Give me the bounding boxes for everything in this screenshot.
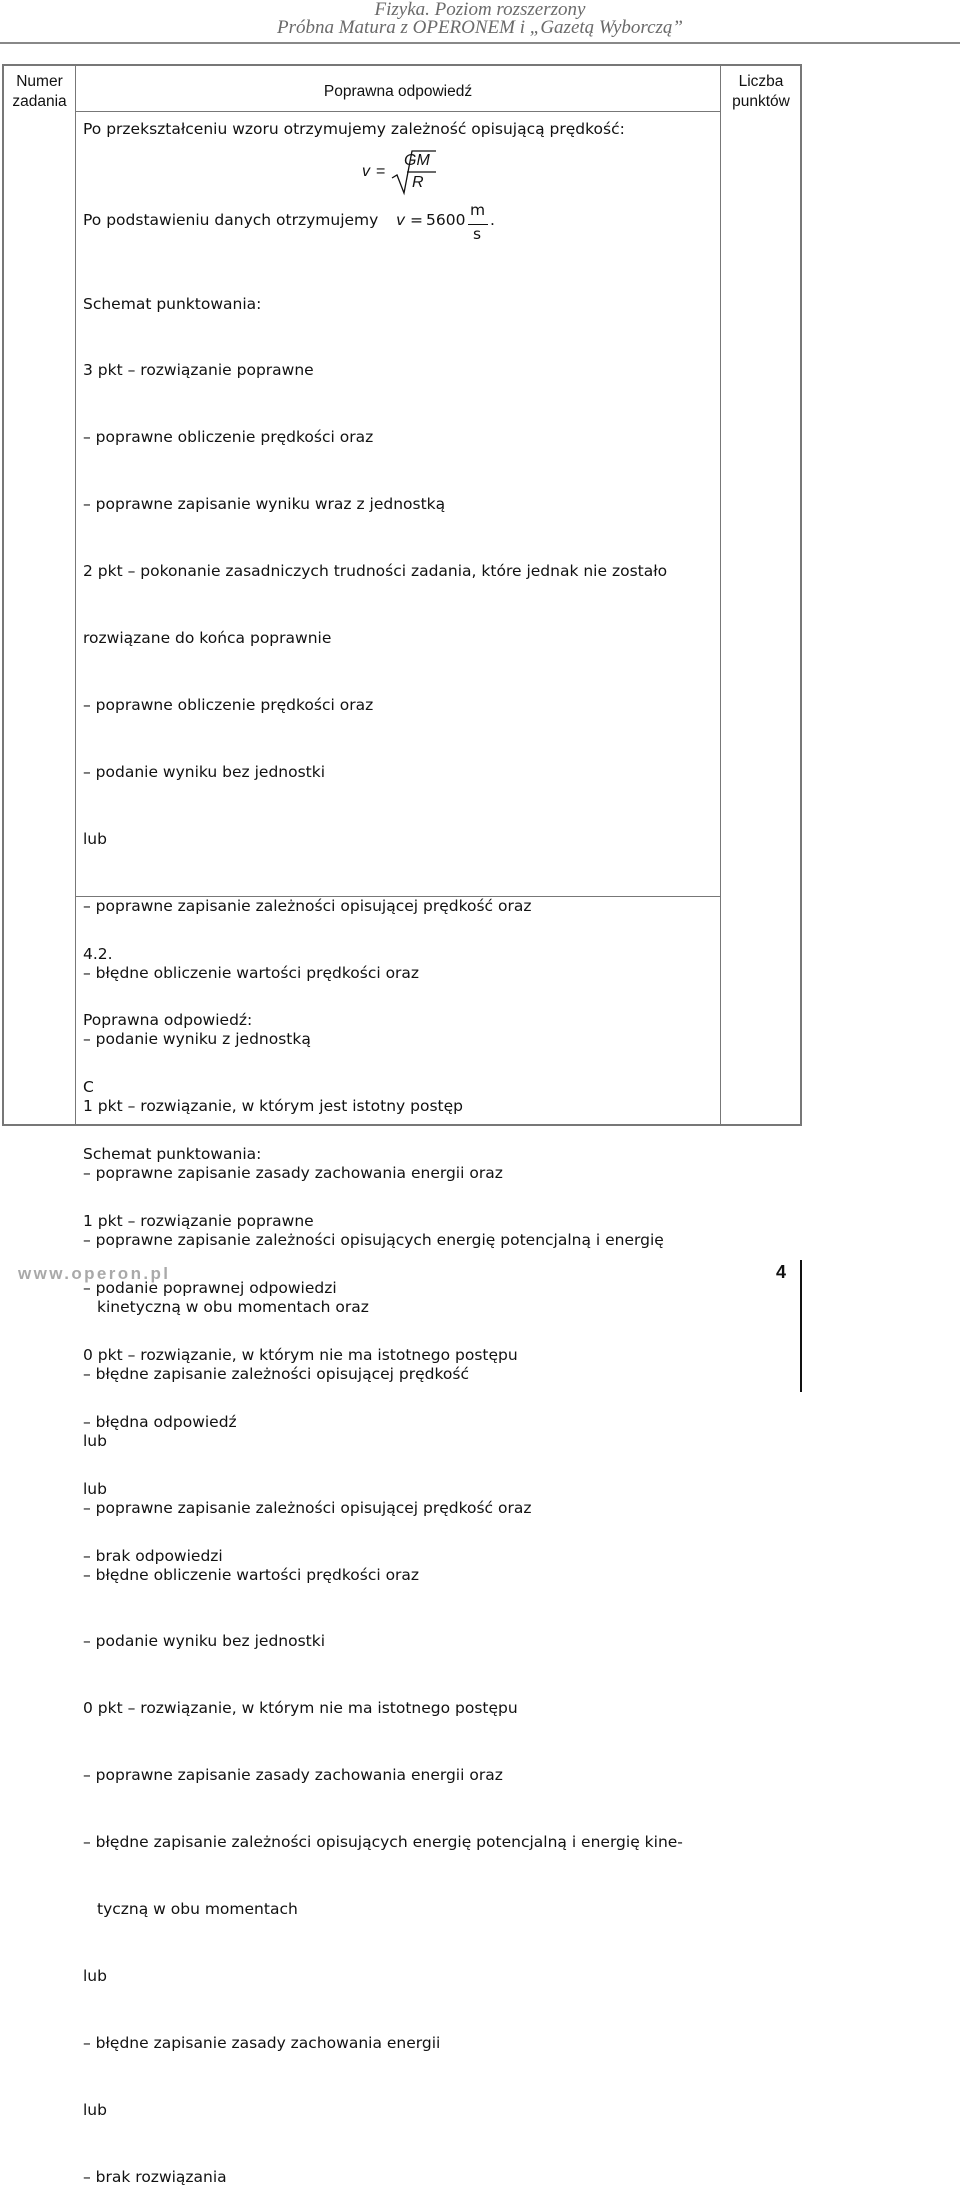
table-header-rule xyxy=(75,111,720,112)
scheme-line: – podanie wyniku bez jednostki xyxy=(83,762,326,781)
scheme-line: – poprawne obliczenie prędkości oraz xyxy=(83,428,374,447)
scheme-line: kinetyczną w obu momentach oraz xyxy=(97,1297,369,1316)
speed-unit-denominator: s xyxy=(473,225,482,243)
scheme-line: – błędna odpowiedź xyxy=(83,1412,237,1431)
formula-equals: = xyxy=(376,163,386,180)
speed-var: v xyxy=(396,211,406,229)
speed-result xyxy=(83,201,495,245)
scheme-line: lub xyxy=(83,2100,107,2119)
col-header-answer: Poprawna odpowiedź xyxy=(323,83,473,100)
page-rule xyxy=(800,1260,802,1392)
answer-value: C xyxy=(83,1078,94,1097)
scheme-line: 1 pkt – rozwiązanie, w którym jest istotny postęp xyxy=(83,1097,463,1116)
scheme-line: – podanie poprawnej odpowiedzi xyxy=(83,1279,337,1298)
formula-denominator: R xyxy=(412,174,424,191)
scheme-line: – brak rozwiązania xyxy=(83,2167,227,2186)
col-header-points: Liczba punktów xyxy=(732,73,790,110)
scheme-line: lub xyxy=(83,1966,107,1985)
speed-period: . xyxy=(490,211,495,229)
scheme-line: – poprawne obliczenie prędkości oraz xyxy=(83,695,374,714)
table-column-divider-2 xyxy=(720,64,721,1126)
header-rule xyxy=(0,42,960,44)
speed-equals: = xyxy=(410,211,423,229)
scheme-line: tyczną w obu momentach xyxy=(97,1899,298,1918)
scheme-line: 0 pkt – rozwiązanie, w którym nie ma istotnego postępu xyxy=(83,1699,518,1718)
scheme-line: – błędne obliczenie wartości prędkości oraz xyxy=(83,963,420,982)
table-column-divider-1 xyxy=(75,64,76,1126)
scheme-line: – błędne zapisanie zasady zachowania energii xyxy=(83,2033,441,2052)
scheme-line: 2 pkt – pokonanie zasadniczych trudności zadania, które jednak nie zostało xyxy=(83,562,668,581)
speed-text: Po podstawieniu danych otrzymujemy xyxy=(83,211,379,229)
scheme-line: – poprawne zapisanie zasady zachowania energii oraz xyxy=(83,1766,503,1785)
scheme-line: – brak odpowiedzi xyxy=(83,1546,223,1565)
scheme-line: – błędne zapisanie zależności opisującej prędkość xyxy=(83,1364,469,1383)
footer-url[interactable]: www.operon.pl xyxy=(18,1264,171,1283)
answer-label: Poprawna odpowiedź: xyxy=(83,1011,253,1030)
scheme-line: 1 pkt – rozwiązanie poprawne xyxy=(83,1212,314,1231)
scheme-line: lub xyxy=(83,1479,107,1498)
formula-numerator: GM xyxy=(404,152,430,169)
scheme-line: rozwiązane do końca poprawnie xyxy=(83,629,332,648)
scheme-line: – poprawne zapisanie zależności opisującej prędkość oraz xyxy=(83,896,532,915)
scheme-line: – poprawne zapisanie zależności opisującej prędkość oraz xyxy=(83,1498,532,1517)
scheme-line: – poprawne zapisanie zależności opisujących energię potencjalną i energię xyxy=(83,1231,664,1250)
task-number: 4.2. xyxy=(83,944,113,963)
task-4-2-section xyxy=(83,898,518,1589)
page-number: 4 xyxy=(776,1262,787,1282)
scheme-line: Schemat punktowania: xyxy=(83,294,262,313)
header-subtitle: Próbna Matura z OPERONEM i „Gazetą Wyborczą” xyxy=(276,17,684,38)
scheme-line: lub xyxy=(83,1431,107,1450)
header-title: Fizyka. Poziom rozszerzony xyxy=(374,0,586,20)
intro-text: Po przekształceniu wzoru otrzymujemy zależność opisującą prędkość: xyxy=(83,120,625,138)
formula-lhs: v xyxy=(362,163,370,180)
speed-value: 5600 xyxy=(426,211,466,229)
scheme-line: 0 pkt – rozwiązanie, w którym nie ma istotnego postępu xyxy=(83,1345,518,1364)
scheme-line: – poprawne zapisanie zasady zachowania energii oraz xyxy=(83,1164,503,1183)
scheme-line: – błędne zapisanie zależności opisujących energię potencjalną i energię kine- xyxy=(83,1833,683,1852)
scheme-line: lub xyxy=(83,829,107,848)
scheme-line: – podanie wyniku z jednostką xyxy=(83,1030,311,1049)
scheme-line: 3 pkt – rozwiązanie poprawne xyxy=(83,361,314,380)
scheme-line: – podanie wyniku bez jednostki xyxy=(83,1632,326,1651)
scheme-line: Schemat punktowania: xyxy=(83,1145,262,1164)
speed-unit-numerator: m xyxy=(470,201,486,219)
col-header-number: Numer zadania xyxy=(12,73,67,110)
scheme-line: – poprawne zapisanie wyniku wraz z jednostką xyxy=(83,495,446,514)
scheme-line: – błędne obliczenie wartości prędkości oraz xyxy=(83,1565,420,1584)
